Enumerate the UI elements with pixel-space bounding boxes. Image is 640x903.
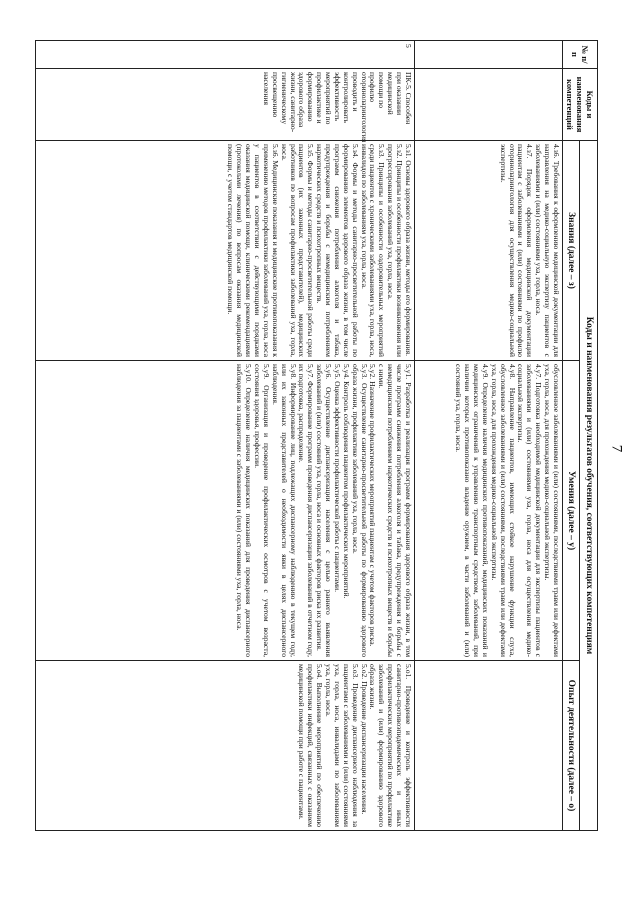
skill-item: 4.у8. Направление пациентов, имеющих стойкое нарушение функции слуха, обусловленное заболеваниями и (или) состояниями, последствиями травм или дефектами уха, горла, носа, для прохождения медико-социальной экспертизы. <box>489 364 517 657</box>
skill-item: 5.у2. Назначение профилактических мероприятий пациентам с учетом факторов риска. <box>368 364 378 647</box>
knowledge-item: 5.з1. Основы здорового образа жизни, методы его формирования. <box>404 144 413 357</box>
header-experience: Опыт деятельности (далее – о) <box>563 661 581 831</box>
header-results-group: Коды и наименования результатов обучения, соответствующих компетенциям <box>580 141 598 831</box>
row-competency <box>415 69 563 141</box>
row-skills <box>415 361 563 661</box>
header-codes: Коды и наименования компетенций <box>563 69 598 141</box>
skill-item: 5.у1. Разработка и реализация программ формирования здорового образа жизни, в том числе программ снижения потребления алкоголя и табака, предупреждения и борьбы с немедицинским потреблением наркотических средств и психотропных веществ и борьбы с ними. <box>377 364 413 657</box>
knowledge-item: 4.з7. Порядок оформления медицинской документации пациентам с заболеваниями и (или) состояниями по профилю оториноларингология для осуществления медико-социальной экспертизы. <box>498 144 535 357</box>
page-number: 7 <box>608 444 625 453</box>
row-experience <box>36 661 415 831</box>
knowledge-item: 5.з6. Медицинские показания и медицинские противопоказания к применению методов профилактики заболеваний уха, горла, носа у пациентов в соответствии с действующими порядками оказания медицинской помощи, клиническими рекомендациями (протоколами лечения) по вопросам оказания медицинской помощи, с учетом стандартов медицинской помощи. <box>226 144 280 357</box>
table-header-row <box>580 41 598 831</box>
knowledge-item: 5.з3. Принципы и особенности оздоровительных мероприятий среди пациентов с хроническими заболеваниями уха, горла, носа, инвалидов по заболеваниям уха, горла, носа. <box>359 144 387 357</box>
skill-item: 4.у7. Подготовка необходимой медицинской документации для экспертизы пациентов с заболеваниями и (или) состояниями уха, горла, носа для осуществления медико-социальной экспертизы. <box>516 364 544 657</box>
row-skills <box>36 361 415 661</box>
knowledge-item: 5.з4. Формы и методы санитарно-просветительной работы по формированию элементов здорового образа жизни, в том числе программ снижения потребления алкоголя и табака, предупреждения и борьбы с немедицинским потреблением наркотических средств и психотропных веществ. <box>315 144 360 357</box>
skill-item: 5.у7. Формирование программ проведения диспансеризации заболеваний в отчетном году, их подготовка, распределение. <box>297 364 316 657</box>
skill-item: 5.у4. Контроль соблюдения пациентом профилактических мероприятий. <box>341 364 351 599</box>
row-experience <box>415 661 563 831</box>
experience-item: 5.о4. Выполнение мероприятий по обеспечению профилактики инфекций, связанных с оказанием медицинской помощи при работе с пациентами. <box>297 664 325 827</box>
row-competency: ПК-5. Способен при оказании медицинской помощи по профилю оториноларингология проводить и контролировать эффективность мероприятий по профилактике и формированию здорового образа жизни, санитарно-гигиеническому просвещению населения <box>36 69 415 141</box>
knowledge-item: 4.з6. Требования к оформлению медицинской документации для направления на медико-социальную экспертизу пациентов с заболеваниями и (или) состояниями уха, горла, носа. <box>534 144 561 357</box>
skill-item: 5.у5. Оценка эффективности профилактической работы с пациентами. <box>333 364 342 592</box>
skill-item: обусловленное заболеваниями и (или) состояниями, последствиями травм или дефектами уха, горла, носа, для прохождения медико-социальной экспертизы. <box>543 364 561 657</box>
skill-item: 5.у10. Определение наличия медицинских показаний для проведения диспансерного наблюдения за пациентами с заболеваниями и (или) состояниями уха, горла, носа. <box>235 364 254 657</box>
rotated-page-content <box>40 40 598 830</box>
row-num: 5 <box>36 41 415 69</box>
experience-item: 5.о2. Проведение диспансеризации населения. <box>359 664 369 815</box>
header-skills: Умения (далее – у) <box>563 361 581 661</box>
table-row <box>415 41 563 831</box>
knowledge-item: 5.з2. Принципы и особенности профилактики возникновения или прогрессирования заболеваний уха, горла, носа. <box>386 144 405 357</box>
experience-item: 5.о1. Проведение и контроль эффективности санитарно-противоэпидемических и иных профилактических мероприятий по профилактике заболеваний и (или) формированию здорового образа жизни. <box>368 664 413 827</box>
competencies-table <box>35 40 598 831</box>
skill-item: 5.у8. Информирование лиц, подлежащих диспансерному наблюдению в текущем году, или их законных представителей о необходимости явки в целях диспансерного наблюдения. <box>270 364 298 657</box>
table-row <box>36 41 415 831</box>
table-subheader-row <box>563 41 581 831</box>
header-knowledge: Знания (далее – з) <box>563 141 581 361</box>
skill-item: 5.у3. Осуществление санитарно-просветительной работы по формированию здорового образа жизни, профилактике заболеваний уха, горла, носа. <box>350 364 369 657</box>
row-knowledge <box>36 141 415 361</box>
skill-item: 5.у6. Осуществление диспансеризации населения с целью раннего выявления заболеваний и (или) состояний уха, горла, носа и основных факторов риска их развития. <box>315 364 334 657</box>
row-knowledge <box>415 141 563 361</box>
row-num <box>415 41 563 69</box>
skill-item: 5.у9. Организация и проведение профилактических осмотров с учетом возраста, состояния здоровья, профессии. <box>253 364 271 657</box>
header-num: № п/п <box>563 41 598 69</box>
skill-item: 4.у9. Определение наличия медицинских противопоказаний, медицинских показаний и медицинских ограничений к управлению транспортным средством, заболеваний, при наличии которых противопоказано владение оружием, в части заболеваний и (или) состояний уха, горла, носа. <box>454 364 490 657</box>
experience-item: 5.о3. Проведение диспансерного наблюдения за пациентами с заболеваниями и (или) состояниями уха, горла, носа, инвалидами по заболеваниям уха, горла, носа. <box>324 664 360 827</box>
knowledge-item: 5.з5. Формы и методы санитарно-просветительной работы среди пациентов (их законных представителей), медицинских работников по вопросам профилактики заболеваний уха, горла, носа. <box>279 144 316 357</box>
